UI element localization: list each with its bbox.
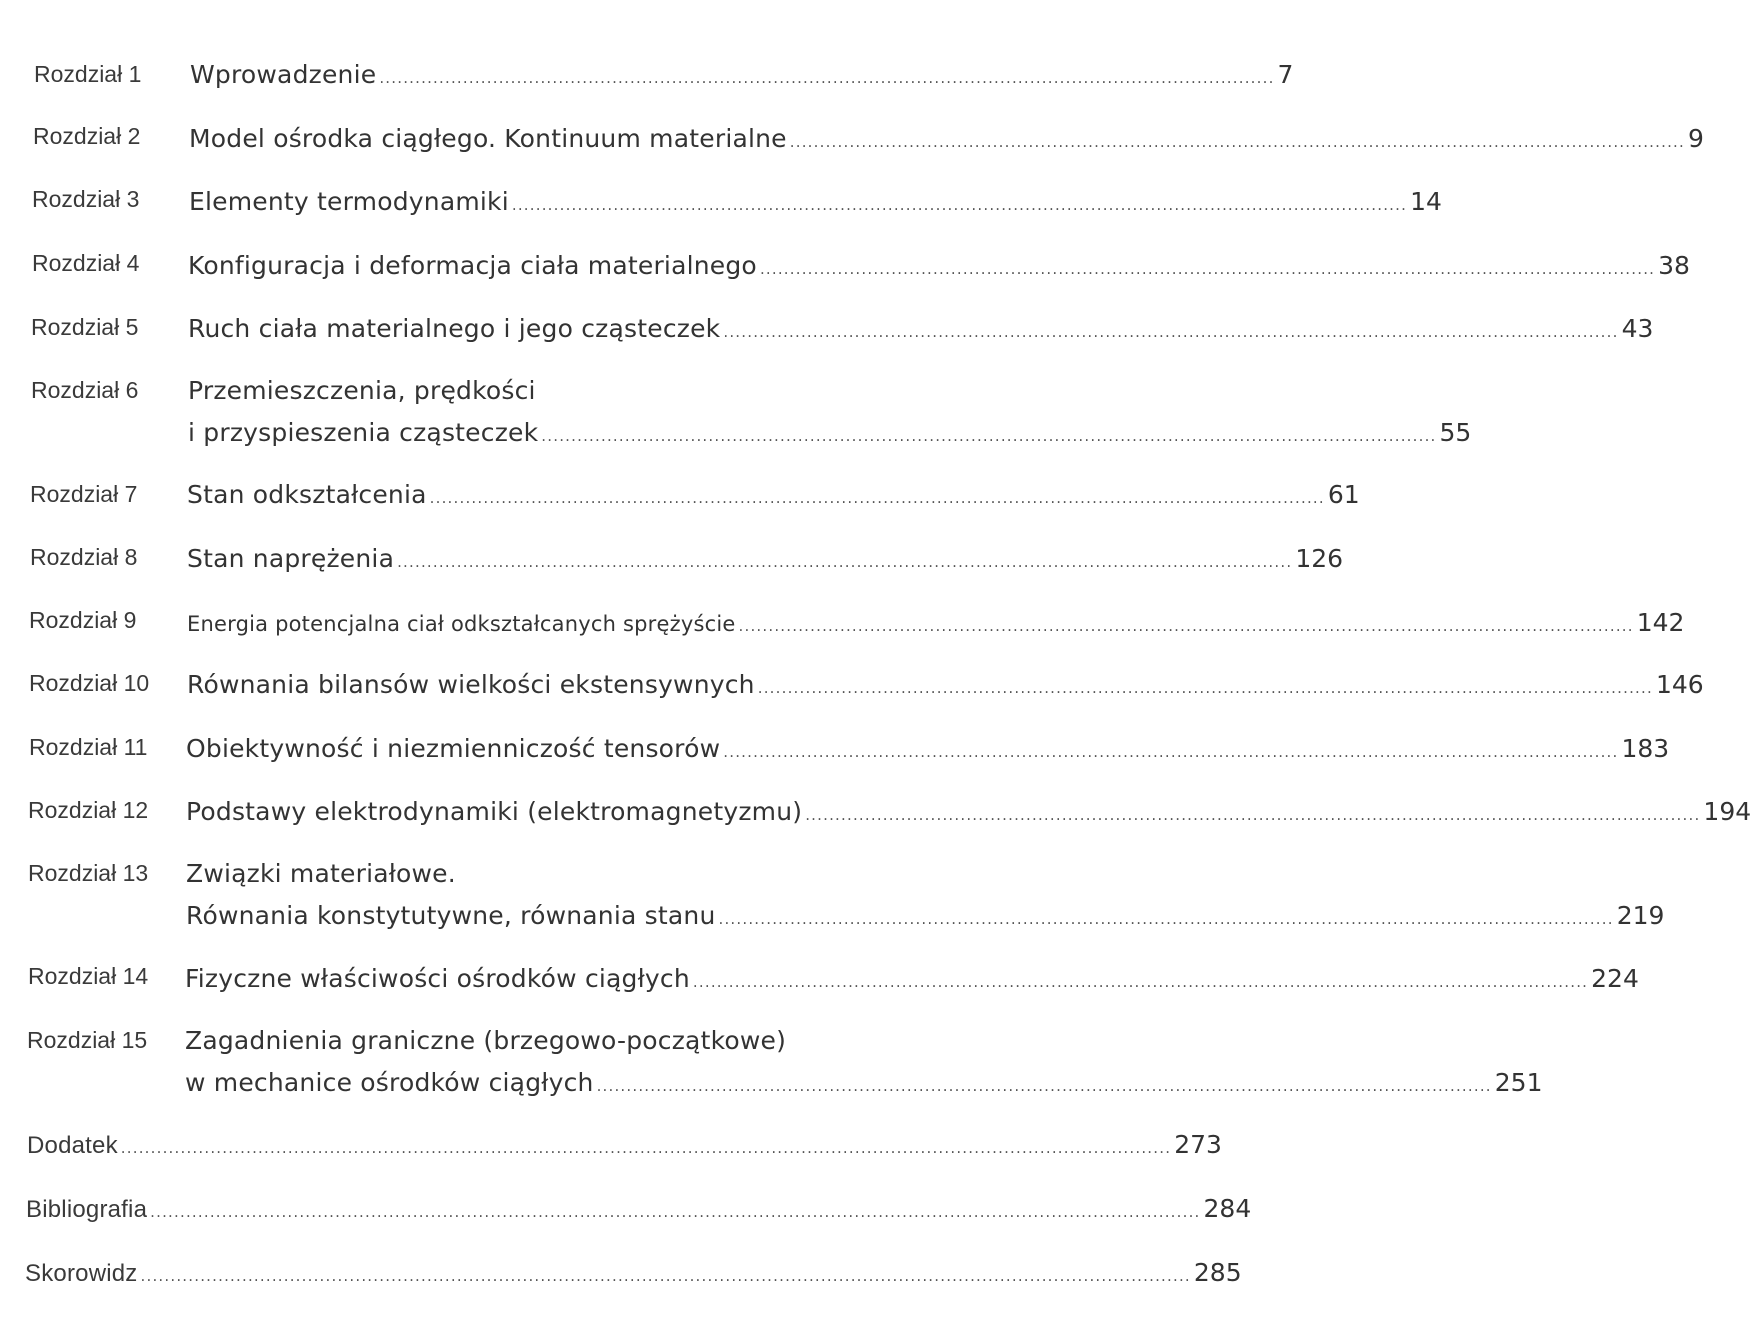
- chapter-title: Stan naprężenia: [187, 544, 395, 573]
- page-number: 14: [1410, 187, 1442, 216]
- page-number: 55: [1439, 418, 1472, 447]
- chapter-title: Energia potencjalna ciał odkształcanych sprężyście: [187, 612, 736, 636]
- dot-leader: ......................................................................................................................................................: [379, 69, 1275, 87]
- page-number: 219: [1616, 901, 1665, 930]
- section-title: Bibliografia: [26, 1196, 148, 1223]
- chapter-title: Stan odkształcenia: [187, 480, 427, 509]
- dot-leader: ......................................................................................................................................................: [511, 196, 1408, 214]
- chapter-title-line-1: Zagadnienia graniczne (brzegowo-początkowe): [185, 1026, 787, 1055]
- toc-line: [187, 670, 1704, 700]
- dot-leader: ......................................................................................................................................................: [397, 553, 1293, 571]
- chapter-number: Rozdział 6: [31, 377, 139, 403]
- chapter-number: Rozdział 5: [31, 314, 139, 340]
- page-number: 224: [1591, 964, 1639, 993]
- section-title: Skorowidz: [25, 1260, 138, 1287]
- page-number: 251: [1494, 1068, 1543, 1097]
- dot-leader: ......................................................................................................................................................: [759, 260, 1656, 278]
- chapter-number: Rozdział 8: [30, 544, 138, 570]
- chapter-title-line-2: i przyspieszenia cząsteczek: [188, 418, 539, 447]
- toc-line: [188, 251, 1690, 281]
- chapter-number: Rozdział 7: [30, 481, 138, 507]
- page-number: 146: [1655, 670, 1704, 699]
- chapter-title: Ruch ciała materialnego i jego cząsteczek: [188, 314, 721, 343]
- chapter-title: Elementy termodynamiki: [189, 187, 509, 216]
- dot-leader: ......................................................................................................................................................: [738, 617, 1634, 635]
- page-number: 194: [1703, 797, 1751, 826]
- page-number: 61: [1327, 480, 1360, 509]
- chapter-number: Rozdział 10: [29, 670, 150, 696]
- page-number: 126: [1295, 544, 1344, 573]
- chapter-number: Rozdział 3: [32, 186, 140, 212]
- toc-line: [185, 964, 1639, 994]
- chapter-number: Rozdział 1: [34, 61, 142, 87]
- chapter-number: Rozdział 15: [27, 1027, 148, 1053]
- section-title: Dodatek: [27, 1132, 118, 1159]
- dot-leader: ......................................................................................................................................................: [723, 323, 1619, 341]
- page-number: 183: [1621, 734, 1670, 763]
- chapter-number: Rozdział 4: [32, 250, 140, 276]
- chapter-title: Wprowadzenie: [190, 60, 377, 89]
- toc-line: [187, 480, 1360, 510]
- page-number: 142: [1636, 608, 1685, 637]
- toc-line: [187, 608, 1685, 638]
- dot-leader: ................................................................................................................................................................................: [140, 1267, 1191, 1285]
- dot-leader: ................................................................................................................................................................................: [120, 1139, 1172, 1157]
- page-number: 7: [1277, 60, 1294, 89]
- dot-leader: ................................................................................................................................................................................: [150, 1203, 1201, 1221]
- chapter-title: Obiektywność i niezmienniczość tensorów: [186, 734, 721, 763]
- dot-leader: ......................................................................................................................................................: [723, 743, 1619, 761]
- chapter-title-line-2: w mechanice ośrodków ciągłych: [185, 1068, 594, 1097]
- toc-line: [187, 544, 1344, 574]
- toc-line: [189, 187, 1442, 217]
- page-number: 38: [1658, 251, 1690, 280]
- toc-line: [186, 734, 1670, 764]
- chapter-title: Równania bilansów wielkości ekstensywnych: [187, 670, 755, 699]
- toc-line: [185, 1068, 1543, 1098]
- chapter-title-line-1: Przemieszczenia, prędkości: [188, 376, 536, 405]
- toc-line: [190, 60, 1294, 90]
- page-number: 284: [1203, 1194, 1252, 1223]
- chapter-number: Rozdział 2: [33, 123, 141, 149]
- chapter-title: Konfiguracja i deformacja ciała materialnego: [188, 251, 757, 280]
- page-number: 285: [1193, 1258, 1242, 1287]
- dot-leader: ......................................................................................................................................................: [541, 427, 1437, 445]
- toc-line: [188, 418, 1472, 448]
- chapter-number: Rozdział 9: [29, 607, 137, 633]
- page-number: 273: [1174, 1130, 1222, 1159]
- dot-leader: ......................................................................................................................................................: [718, 910, 1614, 928]
- chapter-title-line-2: Równania konstytutywne, równania stanu: [186, 901, 716, 930]
- dot-leader: ......................................................................................................................................................: [692, 973, 1589, 991]
- page-number: 43: [1621, 314, 1654, 343]
- dot-leader: ......................................................................................................................................................: [596, 1077, 1492, 1095]
- chapter-number: Rozdział 12: [28, 797, 149, 823]
- dot-leader: ......................................................................................................................................................: [429, 489, 1325, 507]
- dot-leader: ......................................................................................................................................................: [757, 679, 1653, 697]
- chapter-number: Rozdział 13: [28, 860, 149, 886]
- chapter-title-line-1: Związki materiałowe.: [186, 859, 456, 888]
- chapter-title: Fizyczne właściwości ośrodków ciągłych: [185, 964, 690, 993]
- chapter-title: Model ośrodka ciągłego. Kontinuum materialne: [189, 124, 787, 153]
- chapter-number: Rozdział 11: [29, 734, 148, 760]
- page-number: 9: [1687, 124, 1704, 153]
- toc-line: [26, 1194, 1252, 1224]
- toc-line: [25, 1258, 1242, 1288]
- toc-line: [188, 314, 1654, 344]
- toc-line: [186, 901, 1665, 931]
- toc-line: [189, 124, 1704, 154]
- chapter-number: Rozdział 14: [28, 963, 149, 989]
- chapter-title: Podstawy elektrodynamiki (elektromagnetyzmu): [186, 797, 803, 826]
- toc-line: [186, 797, 1751, 827]
- dot-leader: ......................................................................................................................................................: [789, 133, 1685, 151]
- toc-line: [27, 1130, 1222, 1160]
- dot-leader: ......................................................................................................................................................: [805, 806, 1701, 824]
